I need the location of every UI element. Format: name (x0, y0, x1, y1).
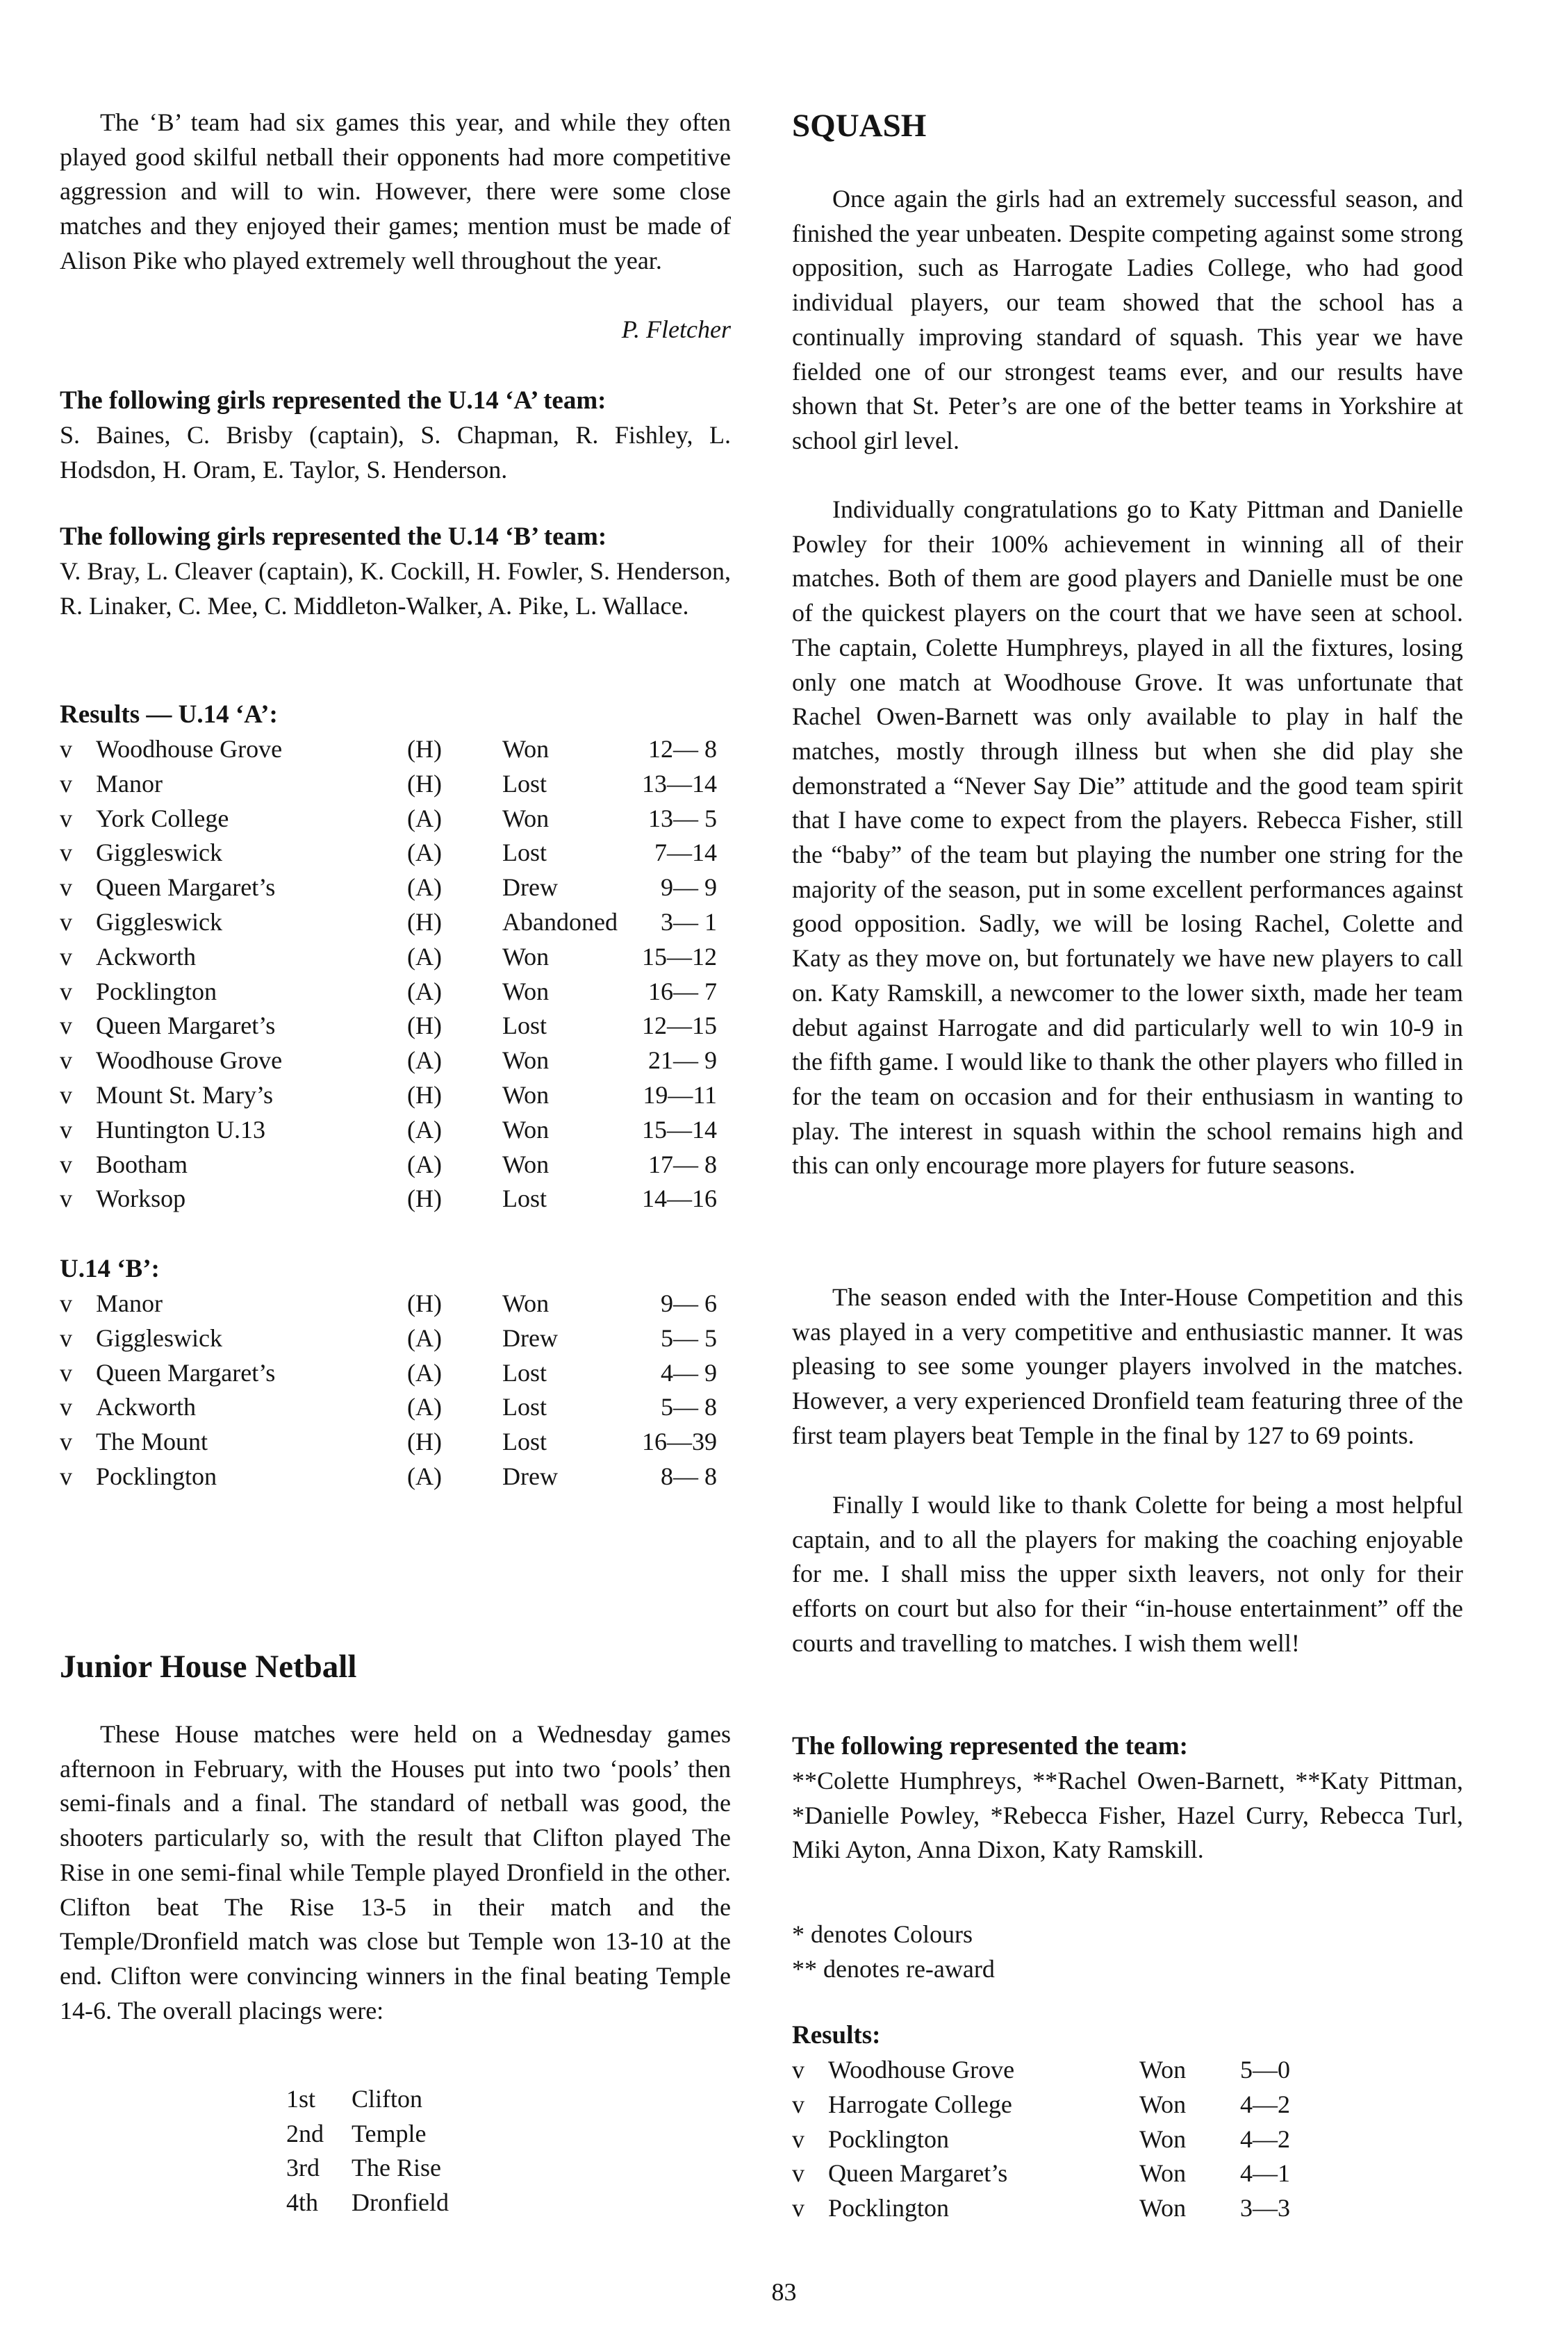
venue: (H) (407, 907, 442, 936)
page-number: 83 (771, 2278, 797, 2306)
u14a-team-heading: The following girls represented the U.14 ‘A’ team: (60, 386, 606, 415)
match-score: 4—2 (1240, 2125, 1290, 2153)
match-result: Won (502, 804, 550, 832)
versus-label: v (60, 735, 72, 763)
opponent-name: Woodhouse Grove (828, 2056, 1015, 2084)
versus-label: v (792, 2159, 804, 2188)
placing-position: 2nd (286, 2119, 324, 2147)
match-result: Abandoned (502, 907, 618, 936)
match-score: 16—39 (642, 1428, 717, 1456)
versus-label: v (60, 977, 72, 1005)
versus-label: v (60, 1428, 72, 1456)
opponent-name: Pocklington (828, 2125, 950, 2153)
table-row (60, 1390, 731, 1425)
opponent-name: Giggleswick (96, 1323, 222, 1352)
match-score: 7—14 (654, 839, 717, 867)
table-row (60, 1321, 731, 1356)
table-row (60, 1287, 731, 1321)
versus-label: v (792, 2125, 804, 2153)
opponent-name: Queen Margaret’s (96, 1358, 276, 1387)
match-result: Won (1139, 2056, 1187, 2084)
table-row (792, 2122, 1463, 2157)
u14a-team-names: S. Baines, C. Brisby (captain), S. Chapman, R. Fishley, L. Hodsdon, H. Oram, E. Taylor, S. Henderson. (60, 421, 731, 484)
venue: (A) (407, 804, 442, 832)
placing-position: 1st (286, 2085, 316, 2113)
table-row (60, 871, 731, 905)
table-row (60, 1182, 731, 1216)
versus-label: v (60, 769, 72, 798)
opponent-name: Giggleswick (96, 839, 222, 867)
match-score: 14—16 (642, 1185, 717, 1213)
opponent-name: Pocklington (96, 977, 217, 1005)
table-row (60, 767, 731, 802)
note-colours: * denotes Colours (792, 1920, 973, 1948)
match-score: 15—14 (642, 1115, 717, 1144)
versus-label: v (60, 1393, 72, 1421)
match-result: Lost (502, 1358, 547, 1387)
venue: (A) (407, 1358, 442, 1387)
table-row (60, 1425, 731, 1460)
table-row (60, 836, 731, 871)
results-u14a-heading: Results — U.14 ‘A’: (60, 700, 278, 729)
opponent-name: Harrogate College (828, 2090, 1012, 2118)
match-score: 9— 9 (661, 873, 717, 902)
versus-label: v (792, 2056, 804, 2084)
opponent-name: Woodhouse Grove (96, 735, 283, 763)
versus-label: v (60, 1462, 72, 1490)
match-result: Won (502, 1115, 550, 1144)
venue: (A) (407, 1323, 442, 1352)
match-score: 5— 8 (661, 1393, 717, 1421)
table-row (792, 2053, 1463, 2088)
table-row (60, 905, 731, 940)
junior-house-paragraph: These House matches were held on a Wednesday games afternoon in February, with the Houses put into two ‘pools’ then semi-finals and a final. The standard of netball was good, the shooters particularly so, with the result that Clifton played The Rise in one semi-final while Temple played Dronfield in the other. Clifton beat The Rise 13-5 in their match and the Temple/Dronfield match was close but Temple won 13-10 at the end. Clifton were convincing winners in the final beating Temple 14-6. The overall placings were: (60, 1720, 731, 2024)
opponent-name: Ackworth (96, 942, 196, 971)
squash-paragraph-3: The season ended with the Inter-House Competition and this was played in a very competitive and enthusiastic manner. It was pleasing to see some younger players involved in the matches. However, a very experienced Dronfield team featuring three of the first team players beat Temple in the final by 127 to 69 points. (792, 1283, 1463, 1449)
venue: (A) (407, 1393, 442, 1421)
opponent-name: Manor (96, 1289, 163, 1317)
list-item (60, 2186, 731, 2220)
versus-label: v (60, 1358, 72, 1387)
venue: (H) (407, 735, 442, 763)
opponent-name: Bootham (96, 1150, 188, 1178)
match-score: 5— 5 (661, 1323, 717, 1352)
squash-paragraph-4: Finally I would like to thank Colette for being a most helpful captain, and to all the players for making the coaching enjoyable for me. I shall miss the upper sixth leavers, not only for their efforts on court but also for their “in-house entertainment” off the courts and travelling to matches. I wish them well! (792, 1491, 1463, 1657)
opponent-name: Giggleswick (96, 907, 222, 936)
venue: (H) (407, 769, 442, 798)
versus-label: v (792, 2194, 804, 2222)
squash-team-names: **Colette Humphreys, **Rachel Owen-Barnett, **Katy Pittman, *Danielle Powley, *Rebecca Fisher, Hazel Curry, Rebecca Turl, Miki Ayton, Anna Dixon, Katy Ramskill. (792, 1767, 1463, 1864)
versus-label: v (60, 907, 72, 936)
squash-paragraph-1: Once again the girls had an extremely successful season, and finished the year unbeaten. Despite competing against some strong opposition, such as Harrogate Ladies College, who had good individual players, our team showed that the school has a continually improving standard of squash. This year we have fielded one of our strongest teams ever, and our results have shown that St. Peter’s are one of the better teams in Yorkshire at school girl level. (792, 185, 1463, 454)
venue: (H) (407, 1289, 442, 1317)
match-result: Won (502, 1080, 550, 1109)
match-score: 19—11 (643, 1080, 717, 1109)
placing-house: Dronfield (352, 2188, 449, 2216)
table-row (60, 1460, 731, 1494)
match-result: Lost (502, 839, 547, 867)
venue: (H) (407, 1012, 442, 1040)
versus-label: v (60, 942, 72, 971)
versus-label: v (60, 1185, 72, 1213)
match-score: 12—15 (642, 1012, 717, 1040)
u14b-team-names: V. Bray, L. Cleaver (captain), K. Cockill, H. Fowler, S. Henderson, R. Linaker, C. Mee, C. Middleton-Walker, A. Pike, L. Wallace. (60, 557, 731, 620)
table-row (60, 1148, 731, 1182)
versus-label: v (60, 839, 72, 867)
match-score: 12— 8 (648, 735, 717, 763)
opponent-name: Queen Margaret’s (828, 2159, 1008, 2188)
match-result: Lost (502, 1012, 547, 1040)
opponent-name: Pocklington (96, 1462, 217, 1490)
opponent-name: Worksop (96, 1185, 186, 1213)
results-u14a-table (60, 732, 731, 1216)
squash-team-heading: The following represented the team: (792, 1732, 1188, 1760)
match-result: Drew (502, 1462, 558, 1490)
opponent-name: Ackworth (96, 1393, 196, 1421)
table-row (60, 1009, 731, 1043)
placing-position: 4th (286, 2188, 319, 2216)
opponent-name: Queen Margaret’s (96, 1012, 276, 1040)
match-score: 16— 7 (648, 977, 717, 1005)
placing-position: 3rd (286, 2154, 320, 2182)
placings-list (60, 2082, 731, 2220)
match-score: 4— 9 (661, 1358, 717, 1387)
table-row (60, 802, 731, 836)
match-score: 4—1 (1240, 2159, 1290, 2188)
match-result: Lost (502, 1428, 547, 1456)
list-item (60, 2151, 731, 2186)
author-signature: P. Fletcher (621, 315, 731, 343)
match-score: 8— 8 (661, 1462, 717, 1490)
table-row (792, 2156, 1463, 2191)
match-result: Drew (502, 873, 558, 902)
table-row (60, 732, 731, 767)
match-result: Lost (502, 1185, 547, 1213)
squash-results-heading: Results: (792, 2021, 881, 2049)
versus-label: v (60, 1323, 72, 1352)
match-result: Lost (502, 1393, 547, 1421)
match-result: Lost (502, 769, 547, 798)
versus-label: v (792, 2090, 804, 2118)
match-result: Won (1139, 2125, 1187, 2153)
match-result: Won (502, 942, 550, 971)
note-reaward: ** denotes re-award (792, 1955, 995, 1983)
venue: (A) (407, 1115, 442, 1144)
match-result: Won (502, 1289, 550, 1317)
versus-label: v (60, 1115, 72, 1144)
versus-label: v (60, 804, 72, 832)
opponent-name: Pocklington (828, 2194, 950, 2222)
venue: (A) (407, 1046, 442, 1075)
opponent-name: York College (96, 804, 229, 832)
match-score: 21— 9 (648, 1046, 717, 1075)
junior-house-netball-heading: Junior House Netball (60, 1649, 357, 1685)
match-score: 13— 5 (648, 804, 717, 832)
venue: (A) (407, 942, 442, 971)
opponent-name: Huntington U.13 (96, 1115, 266, 1144)
versus-label: v (60, 1150, 72, 1178)
opponent-name: Manor (96, 769, 163, 798)
venue: (H) (407, 1428, 442, 1456)
match-score: 15—12 (642, 942, 717, 971)
match-result: Won (1139, 2090, 1187, 2118)
results-u14b-table (60, 1287, 731, 1494)
match-result: Won (502, 1046, 550, 1075)
match-score: 3—3 (1240, 2194, 1290, 2222)
match-score: 4—2 (1240, 2090, 1290, 2118)
match-score: 13—14 (642, 769, 717, 798)
results-u14b-heading: U.14 ‘B’: (60, 1255, 160, 1283)
table-row (792, 2088, 1463, 2122)
match-result: Drew (502, 1323, 558, 1352)
venue: (A) (407, 839, 442, 867)
versus-label: v (60, 1012, 72, 1040)
u14b-team-heading: The following girls represented the U.14 ‘B’ team: (60, 522, 607, 551)
versus-label: v (60, 1046, 72, 1075)
opponent-name: Mount St. Mary’s (96, 1080, 274, 1109)
opponent-name: Queen Margaret’s (96, 873, 276, 902)
placing-house: The Rise (352, 2154, 441, 2182)
table-row (60, 1078, 731, 1113)
versus-label: v (60, 873, 72, 902)
squash-paragraph-2: Individually congratulations go to Katy Pittman and Danielle Powley for their 100% achievement in winning all of their matches. Both of them are good players and Danielle must be one of the quickest players on the court that we have seen at school. The captain, Colette Humphreys, played in all the fixtures, losing only one match at Woodhouse Grove. It was unfortunate that Rachel Owen-Barnett was only available to play in half the matches, mostly through illness but when she did play she demonstrated a “Never Say Die” attitude and the good team spirit that I have come to expect from the players. Rebecca Fisher, still the “baby” of the team but playing the number one string for the majority of the season, put in some excellent performances against good opposition. Sadly, we will be losing Rachel, Colette and Katy as they move on, but fortunately we have new players to call on. Katy Ramskill, a newcomer to the lower sixth, made her team debut against Harrogate and did particularly well to win 10-9 in the fifth game. I would like to thank the other players who filled in for the team on occasion and for their enthusiasm in wanting to play. The interest in squash within the school remains high and this can only encourage more players for future seasons. (792, 495, 1463, 1180)
venue: (A) (407, 1462, 442, 1490)
match-score: 17— 8 (648, 1150, 717, 1178)
list-item (60, 2117, 731, 2152)
match-score: 3— 1 (661, 907, 717, 936)
venue: (H) (407, 1185, 442, 1213)
placing-house: Clifton (352, 2085, 423, 2113)
list-item (60, 2082, 731, 2117)
match-result: Won (502, 735, 550, 763)
match-score: 9— 6 (661, 1289, 717, 1317)
opponent-name: The Mount (96, 1428, 208, 1456)
table-row (60, 1043, 731, 1078)
table-row (60, 975, 731, 1009)
placing-house: Temple (352, 2119, 427, 2147)
versus-label: v (60, 1289, 72, 1317)
table-row (792, 2191, 1463, 2226)
match-score: 5—0 (1240, 2056, 1290, 2084)
table-row (60, 1356, 731, 1391)
match-result: Won (502, 1150, 550, 1178)
venue: (A) (407, 1150, 442, 1178)
match-result: Won (502, 977, 550, 1005)
venue: (A) (407, 873, 442, 902)
opponent-name: Woodhouse Grove (96, 1046, 283, 1075)
table-row (60, 1113, 731, 1148)
squash-heading: SQUASH (792, 108, 927, 144)
b-team-paragraph: The ‘B’ team had six games this year, and while they often played good skilful netball their opponents had more competitive aggression and will to win. However, there were some close matches and they enjoyed their games; mention must be made of Alison Pike who played extremely well throughout the year. (60, 108, 731, 274)
match-result: Won (1139, 2159, 1187, 2188)
venue: (H) (407, 1080, 442, 1109)
table-row (60, 940, 731, 975)
squash-results-table (792, 2053, 1463, 2226)
versus-label: v (60, 1080, 72, 1109)
match-result: Won (1139, 2194, 1187, 2222)
venue: (A) (407, 977, 442, 1005)
